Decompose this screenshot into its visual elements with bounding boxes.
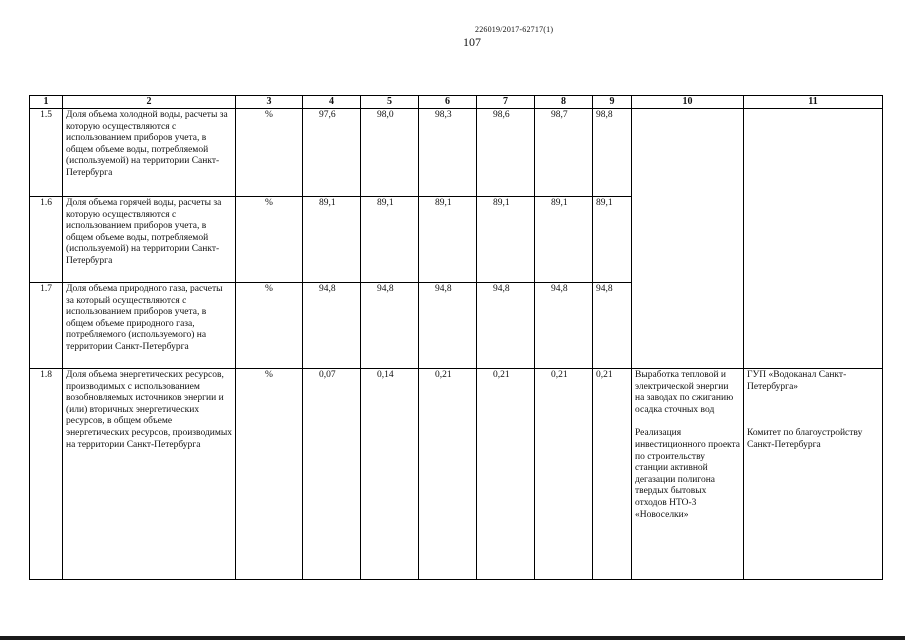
header-cell-4: 4 <box>303 96 361 109</box>
value-cell: 89,1 <box>419 197 477 283</box>
value-cell: 0,21 <box>477 369 535 580</box>
table-row <box>30 109 883 197</box>
value-cell: 0,21 <box>535 369 593 580</box>
executor-item: ГУП «Водоканал Санкт-Петербурга» <box>747 370 847 392</box>
header-cell-8: 8 <box>535 96 593 109</box>
value-cell: 94,8 <box>477 283 535 369</box>
indicator-name: Доля объема природного газа, расчеты за который осуществляются с использованием приборов учета, в общем объеме природного газа, потребляемого (используемого) на территории Санкт-Петербурга <box>63 283 236 369</box>
header-cell-2: 2 <box>63 96 236 109</box>
indicator-name: Доля объема энергетических ресурсов, производимых с использованием возобновляемых источников энергии и (или) вторичных энергетических ресурсов, в общем объеме энергетических ресурсов, производимых на территории Санкт-Петербурга <box>63 369 236 580</box>
unit-cell: % <box>236 369 303 580</box>
value-cell: 98,8 <box>593 109 632 197</box>
page-number: 107 <box>463 35 481 49</box>
row-number: 1.7 <box>30 283 63 369</box>
value-cell: 94,8 <box>535 283 593 369</box>
row-number: 1.5 <box>30 109 63 197</box>
executors-cell-empty <box>744 109 883 369</box>
header-cell-10: 10 <box>632 96 744 109</box>
value-cell: 97,6 <box>303 109 361 197</box>
executor-item: Комитет по благоустройству Санкт-Петербурга <box>747 428 863 450</box>
header-cell-7: 7 <box>477 96 535 109</box>
value-cell: 89,1 <box>361 197 419 283</box>
value-cell: 94,8 <box>419 283 477 369</box>
value-cell: 98,6 <box>477 109 535 197</box>
value-cell: 0,21 <box>419 369 477 580</box>
indicator-name: Доля объема горячей воды, расчеты за которую осуществляются с использованием приборов учета, в общем объеме воды, потребляемой (используемой) на территории Санкт-Петербурга <box>63 197 236 283</box>
value-cell: 89,1 <box>593 197 632 283</box>
value-cell: 98,3 <box>419 109 477 197</box>
header-cell-9: 9 <box>593 96 632 109</box>
indicators-table <box>29 95 883 580</box>
unit-cell: % <box>236 283 303 369</box>
value-cell: 0,21 <box>593 369 632 580</box>
header-row <box>30 96 883 109</box>
table-row <box>30 369 883 580</box>
value-cell: 0,07 <box>303 369 361 580</box>
indicator-name: Доля объема холодной воды, расчеты за которую осуществляются с использованием приборов учета, в общем объеме воды, потребляемой (используемой) на территории Санкт-Петербурга <box>63 109 236 197</box>
value-cell: 0,14 <box>361 369 419 580</box>
measure-item: Выработка тепловой и электрической энергии на заводах по сжиганию осадка сточных вод <box>635 370 734 415</box>
header-cell-5: 5 <box>361 96 419 109</box>
header-cell-1: 1 <box>30 96 63 109</box>
value-cell: 89,1 <box>477 197 535 283</box>
executors-cell <box>744 369 883 580</box>
row-number: 1.6 <box>30 197 63 283</box>
measures-cell <box>632 369 744 580</box>
row-number: 1.8 <box>30 369 63 580</box>
unit-cell: % <box>236 197 303 283</box>
value-cell: 94,8 <box>593 283 632 369</box>
value-cell: 89,1 <box>303 197 361 283</box>
unit-cell: % <box>236 109 303 197</box>
value-cell: 94,8 <box>361 283 419 369</box>
value-cell: 98,0 <box>361 109 419 197</box>
header-cell-11: 11 <box>744 96 883 109</box>
document-id: 226019/2017-62717(1) <box>475 25 554 34</box>
header-cell-6: 6 <box>419 96 477 109</box>
measures-cell-empty <box>632 109 744 369</box>
scan-edge-border <box>0 636 905 640</box>
value-cell: 94,8 <box>303 283 361 369</box>
value-cell: 89,1 <box>535 197 593 283</box>
header-cell-3: 3 <box>236 96 303 109</box>
measure-item: Реализация инвестиционного проекта по строительству станции активной дегазации полигона твердых бытовых отходов НТО-3 «Новоселки» <box>635 428 741 520</box>
value-cell: 98,7 <box>535 109 593 197</box>
